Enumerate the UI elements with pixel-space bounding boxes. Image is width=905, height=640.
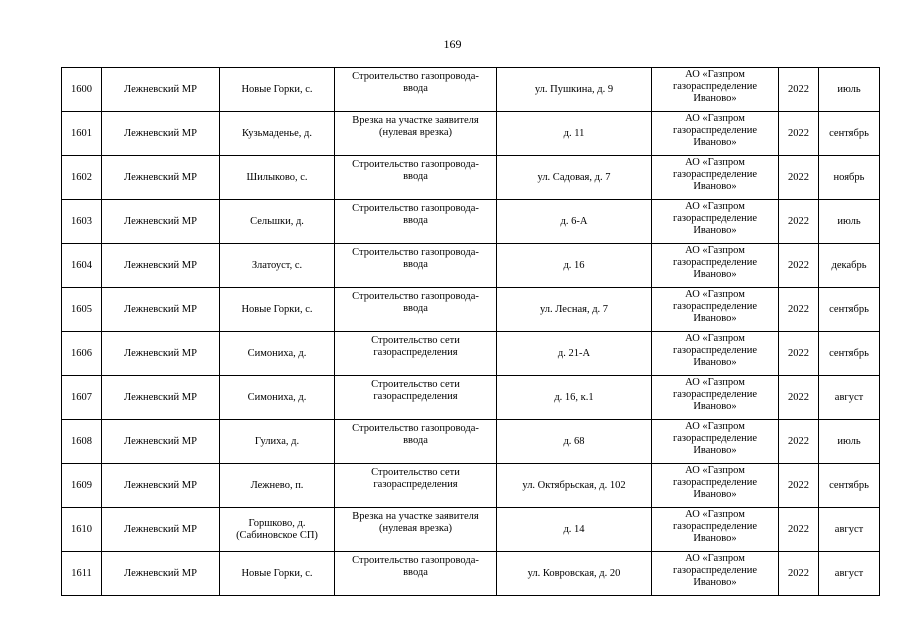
- organization-cell: [652, 464, 779, 508]
- work-type-cell: [335, 288, 497, 332]
- work-type-cell: [335, 552, 497, 596]
- month-cell: июль: [819, 68, 880, 112]
- month-cell: ноябрь: [819, 156, 880, 200]
- settlement-cell-line: Новые Горки, с.: [241, 303, 313, 315]
- work-type-cell: [335, 68, 497, 112]
- organization-cell-line: АО «Газпром: [685, 421, 745, 432]
- work-type-cell-line: Врезка на участке заявителя: [352, 511, 479, 522]
- organization-cell-line: газораспределение: [672, 521, 758, 532]
- organization-cell-line: АО «Газпром: [685, 201, 745, 212]
- settlement-cell-line: Новые Горки, с.: [241, 567, 313, 579]
- year-cell: 2022: [779, 68, 819, 112]
- settlement-cell: [220, 376, 335, 420]
- work-type-cell-line: Строительство газопровода-: [352, 291, 479, 302]
- organization-cell-line: АО «Газпром: [685, 113, 745, 124]
- work-type-cell-line: газораспределения: [373, 391, 458, 402]
- table-row: [62, 376, 880, 420]
- settlement-cell: [220, 288, 335, 332]
- district-cell: Лежневский МР: [102, 464, 220, 508]
- row-number-cell: 1600: [62, 68, 102, 112]
- organization-cell-line: газораспределение: [672, 345, 758, 356]
- district-cell: Лежневский МР: [102, 200, 220, 244]
- district-cell: Лежневский МР: [102, 68, 220, 112]
- organization-cell-line: Иваново»: [693, 357, 737, 368]
- organization-cell: [652, 420, 779, 464]
- work-type-cell-line: ввода: [403, 567, 428, 578]
- table-row: [62, 156, 880, 200]
- address-cell: д. 6-А: [497, 200, 652, 244]
- district-cell: Лежневский МР: [102, 420, 220, 464]
- year-cell: 2022: [779, 420, 819, 464]
- page-number: 169: [443, 37, 462, 51]
- organization-cell: [652, 508, 779, 552]
- work-type-cell: [335, 156, 497, 200]
- settlement-cell: [220, 464, 335, 508]
- row-number-cell: 1607: [62, 376, 102, 420]
- organization-cell-line: газораспределение: [672, 257, 758, 268]
- year-cell: 2022: [779, 552, 819, 596]
- organization-cell-line: Иваново»: [693, 577, 737, 588]
- year-cell: 2022: [779, 464, 819, 508]
- organization-cell: [652, 200, 779, 244]
- table-row: [62, 420, 880, 464]
- work-type-cell-line: ввода: [403, 215, 428, 226]
- year-cell: 2022: [779, 112, 819, 156]
- table-row: [62, 112, 880, 156]
- table-row: [62, 244, 880, 288]
- work-type-cell: [335, 200, 497, 244]
- organization-cell-line: Иваново»: [693, 269, 737, 280]
- organization-cell-line: Иваново»: [693, 93, 737, 104]
- table-row: [62, 332, 880, 376]
- organization-cell-line: газораспределение: [672, 433, 758, 444]
- address-cell: д. 68: [497, 420, 652, 464]
- organization-cell-line: газораспределение: [672, 169, 758, 180]
- organization-cell: [652, 112, 779, 156]
- year-cell: 2022: [779, 156, 819, 200]
- organization-cell-line: АО «Газпром: [685, 465, 745, 476]
- organization-cell-line: АО «Газпром: [685, 289, 745, 300]
- month-cell: сентябрь: [819, 464, 880, 508]
- organization-cell-line: АО «Газпром: [685, 509, 745, 520]
- settlement-cell: [220, 112, 335, 156]
- settlement-cell: [220, 332, 335, 376]
- organization-cell-line: Иваново»: [693, 445, 737, 456]
- table-row: [62, 552, 880, 596]
- month-cell: декабрь: [819, 244, 880, 288]
- settlement-cell-line: Симониха, д.: [247, 347, 307, 359]
- work-type-cell-line: Строительство сети: [371, 467, 460, 478]
- gasification-table: [61, 67, 880, 596]
- settlement-cell-line: Сельшки, д.: [250, 215, 304, 227]
- settlement-cell-line: Новые Горки, с.: [241, 83, 313, 95]
- settlement-cell: [220, 68, 335, 112]
- settlement-cell-line: Горшково, д.: [248, 517, 306, 529]
- month-cell: сентябрь: [819, 288, 880, 332]
- settlement-cell-line: Кузьмаденье, д.: [242, 127, 312, 139]
- district-cell: Лежневский МР: [102, 508, 220, 552]
- work-type-cell: [335, 244, 497, 288]
- work-type-cell-line: (нулевая врезка): [379, 523, 452, 534]
- address-cell: д. 14: [497, 508, 652, 552]
- address-cell: д. 11: [497, 112, 652, 156]
- settlement-cell-line: Шилыково, с.: [246, 171, 308, 183]
- row-number-cell: 1603: [62, 200, 102, 244]
- work-type-cell: [335, 420, 497, 464]
- address-cell: д. 16: [497, 244, 652, 288]
- work-type-cell-line: Строительство сети: [371, 379, 460, 390]
- month-cell: июль: [819, 420, 880, 464]
- organization-cell-line: АО «Газпром: [685, 377, 745, 388]
- organization-cell: [652, 68, 779, 112]
- organization-cell-line: АО «Газпром: [685, 333, 745, 344]
- address-cell: ул. Садовая, д. 7: [497, 156, 652, 200]
- work-type-cell-line: Строительство газопровода-: [352, 423, 479, 434]
- district-cell: Лежневский МР: [102, 244, 220, 288]
- table-row: [62, 200, 880, 244]
- row-number-cell: 1611: [62, 552, 102, 596]
- month-cell: август: [819, 508, 880, 552]
- work-type-cell-line: Строительство сети: [371, 335, 460, 346]
- district-cell: Лежневский МР: [102, 552, 220, 596]
- organization-cell-line: Иваново»: [693, 401, 737, 412]
- settlement-cell-line: Симониха, д.: [247, 391, 307, 403]
- organization-cell-line: Иваново»: [693, 313, 737, 324]
- work-type-cell-line: Строительство газопровода-: [352, 159, 479, 170]
- work-type-cell-line: Строительство газопровода-: [352, 247, 479, 258]
- organization-cell-line: газораспределение: [672, 389, 758, 400]
- settlement-cell-line: Златоуст, с.: [251, 259, 303, 271]
- row-number-cell: 1609: [62, 464, 102, 508]
- settlement-cell-line: Гулиха, д.: [254, 435, 300, 447]
- work-type-cell: [335, 464, 497, 508]
- work-type-cell: [335, 112, 497, 156]
- year-cell: 2022: [779, 288, 819, 332]
- year-cell: 2022: [779, 332, 819, 376]
- organization-cell: [652, 156, 779, 200]
- organization-cell-line: АО «Газпром: [685, 69, 745, 80]
- organization-cell-line: газораспределение: [672, 301, 758, 312]
- month-cell: август: [819, 376, 880, 420]
- row-number-cell: 1601: [62, 112, 102, 156]
- work-type-cell-line: Строительство газопровода-: [352, 555, 479, 566]
- settlement-cell: [220, 552, 335, 596]
- work-type-cell-line: ввода: [403, 83, 428, 94]
- work-type-cell-line: Строительство газопровода-: [352, 203, 479, 214]
- row-number-cell: 1608: [62, 420, 102, 464]
- organization-cell-line: Иваново»: [693, 533, 737, 544]
- organization-cell: [652, 288, 779, 332]
- address-cell: ул. Лесная, д. 7: [497, 288, 652, 332]
- organization-cell-line: Иваново»: [693, 489, 737, 500]
- settlement-cell: [220, 508, 335, 552]
- work-type-cell-line: ввода: [403, 171, 428, 182]
- address-cell: д. 16, к.1: [497, 376, 652, 420]
- work-type-cell: [335, 332, 497, 376]
- work-type-cell-line: газораспределения: [373, 347, 458, 358]
- organization-cell-line: АО «Газпром: [685, 245, 745, 256]
- organization-cell-line: газораспределение: [672, 477, 758, 488]
- settlement-cell-line: (Сабиновское СП): [236, 529, 318, 541]
- address-cell: ул. Октябрьская, д. 102: [497, 464, 652, 508]
- settlement-cell: [220, 156, 335, 200]
- table-row: [62, 288, 880, 332]
- organization-cell-line: газораспределение: [672, 213, 758, 224]
- work-type-cell-line: (нулевая врезка): [379, 127, 452, 138]
- table-row: [62, 508, 880, 552]
- organization-cell: [652, 552, 779, 596]
- organization-cell-line: АО «Газпром: [685, 553, 745, 564]
- month-cell: август: [819, 552, 880, 596]
- row-number-cell: 1610: [62, 508, 102, 552]
- table-body: [62, 68, 880, 596]
- settlement-cell: [220, 244, 335, 288]
- settlement-cell: [220, 200, 335, 244]
- year-cell: 2022: [779, 200, 819, 244]
- work-type-cell-line: ввода: [403, 259, 428, 270]
- organization-cell: [652, 332, 779, 376]
- organization-cell-line: газораспределение: [672, 81, 758, 92]
- address-cell: д. 21-А: [497, 332, 652, 376]
- district-cell: Лежневский МР: [102, 112, 220, 156]
- settlement-cell-line: Лежнево, п.: [250, 479, 304, 491]
- year-cell: 2022: [779, 508, 819, 552]
- year-cell: 2022: [779, 244, 819, 288]
- month-cell: сентябрь: [819, 332, 880, 376]
- organization-cell: [652, 376, 779, 420]
- year-cell: 2022: [779, 376, 819, 420]
- work-type-cell-line: ввода: [403, 435, 428, 446]
- organization-cell-line: Иваново»: [693, 137, 737, 148]
- work-type-cell-line: Врезка на участке заявителя: [352, 115, 479, 126]
- work-type-cell-line: ввода: [403, 303, 428, 314]
- table-row: [62, 68, 880, 112]
- address-cell: ул. Ковровская, д. 20: [497, 552, 652, 596]
- work-type-cell: [335, 508, 497, 552]
- month-cell: сентябрь: [819, 112, 880, 156]
- address-cell: ул. Пушкина, д. 9: [497, 68, 652, 112]
- row-number-cell: 1605: [62, 288, 102, 332]
- table-row: [62, 464, 880, 508]
- organization-cell-line: АО «Газпром: [685, 157, 745, 168]
- row-number-cell: 1602: [62, 156, 102, 200]
- district-cell: Лежневский МР: [102, 288, 220, 332]
- organization-cell-line: Иваново»: [693, 181, 737, 192]
- organization-cell-line: Иваново»: [693, 225, 737, 236]
- district-cell: Лежневский МР: [102, 376, 220, 420]
- month-cell: июль: [819, 200, 880, 244]
- work-type-cell-line: газораспределения: [373, 479, 458, 490]
- work-type-cell-line: Строительство газопровода-: [352, 71, 479, 82]
- work-type-cell: [335, 376, 497, 420]
- row-number-cell: 1604: [62, 244, 102, 288]
- organization-cell-line: газораспределение: [672, 125, 758, 136]
- organization-cell: [652, 244, 779, 288]
- settlement-cell: [220, 420, 335, 464]
- row-number-cell: 1606: [62, 332, 102, 376]
- organization-cell-line: газораспределение: [672, 565, 758, 576]
- district-cell: Лежневский МР: [102, 156, 220, 200]
- district-cell: Лежневский МР: [102, 332, 220, 376]
